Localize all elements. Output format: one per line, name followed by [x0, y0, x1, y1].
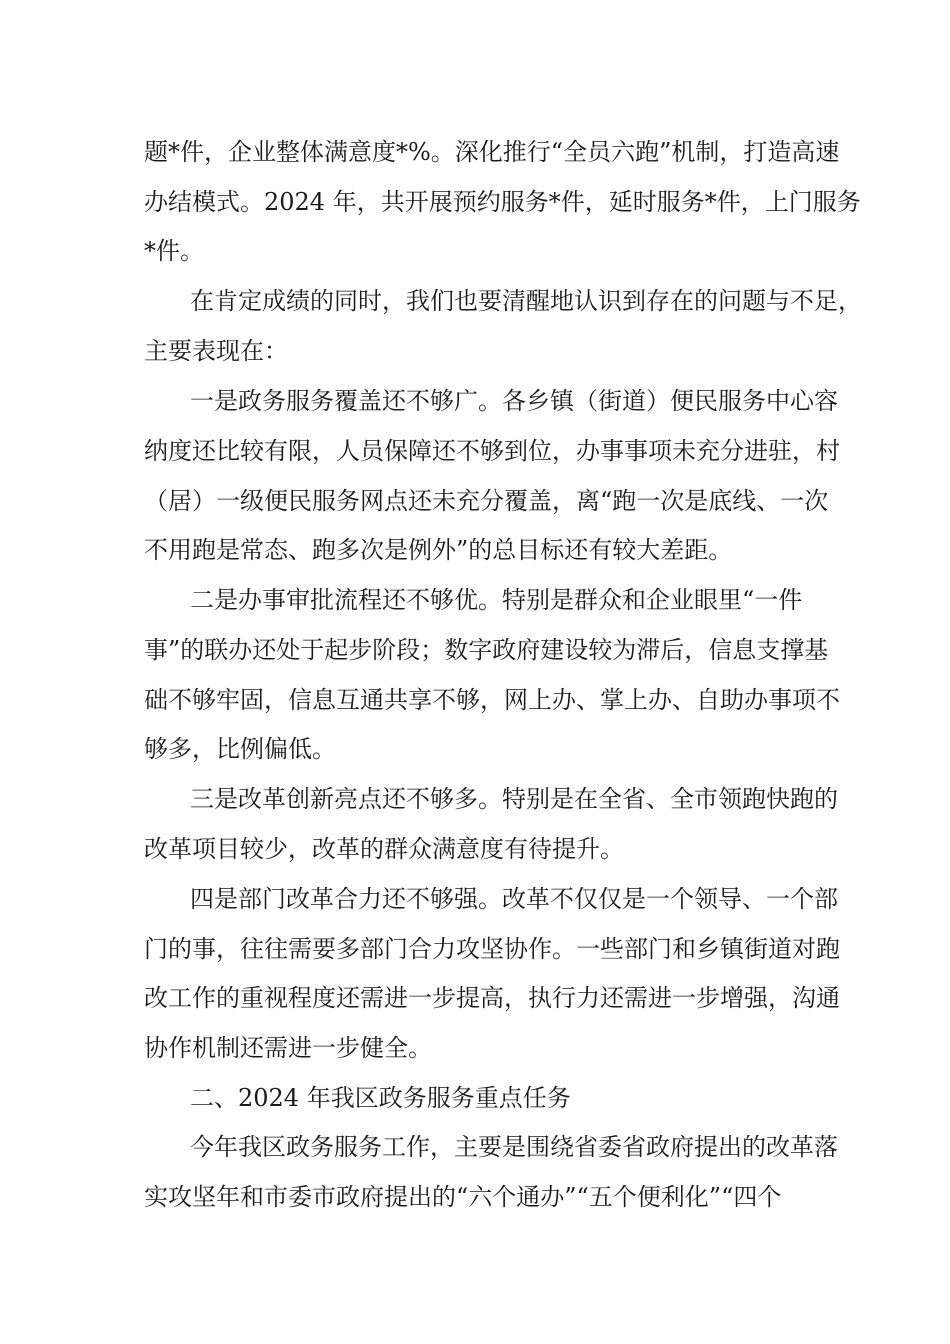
text-line: 不用跑是常态、跑多次是例外”的总目标还有较大差距。 — [144, 536, 733, 564]
text-line: 题*件，企业整体满意度*%。深化推行“全员六跑”机制，打造高速 — [144, 138, 840, 166]
text-line: 事”的联办还处于起步阶段；数字政府建设较为滞后，信息支撑基 — [144, 636, 829, 664]
text-line: 四是部门改革合力还不够强。改革不仅仅是一个领导、一个部 — [190, 885, 838, 913]
text-line: 够多，比例偏低。 — [144, 735, 336, 763]
text-line: 改革项目较少，改革的群众满意度有待提升。 — [144, 835, 624, 863]
section-heading: 二、2024 年我区政务服务重点任务 — [190, 1084, 571, 1112]
text-line: 础不够牢固，信息互通共享不够，网上办、掌上办、自助办事项不 — [144, 686, 840, 714]
text-line: 二是办事审批流程还不够优。特别是群众和企业眼里“一件 — [190, 586, 803, 614]
text-line: 改工作的重视程度还需进一步提高，执行力还需进一步增强，沟通 — [144, 984, 840, 1012]
text-line: 一是政务服务覆盖还不够广。各乡镇（街道）便民服务中心容 — [190, 387, 838, 415]
text-line: 办结模式。2024 年，共开展预约服务*件，延时服务*件，上门服务 — [144, 188, 861, 216]
text-line: 在肯定成绩的同时，我们也要清醒地认识到存在的问题与不足， — [190, 287, 862, 315]
text-line: 今年我区政务服务工作，主要是围绕省委省政府提出的改革落 — [190, 1133, 838, 1161]
text-line: 门的事，往往需要多部门合力攻坚协作。一些部门和乡镇街道对跑 — [144, 935, 840, 963]
text-line: 实攻坚年和市委市政府提出的“六个通办”“五个便利化”“四个 — [144, 1183, 782, 1211]
text-line: 三是改革创新亮点还不够多。特别是在全省、全市领跑快跑的 — [190, 785, 838, 813]
text-line: 主要表现在： — [144, 337, 288, 365]
text-line: *件。 — [144, 237, 204, 265]
text-line: 纳度还比较有限，人员保障还不够到位，办事事项未充分进驻，村 — [144, 437, 840, 465]
text-line: （居）一级便民服务网点还未充分覆盖，离“跑一次是底线、一次 — [144, 487, 829, 515]
text-line: 协作机制还需进一步健全。 — [144, 1034, 432, 1062]
